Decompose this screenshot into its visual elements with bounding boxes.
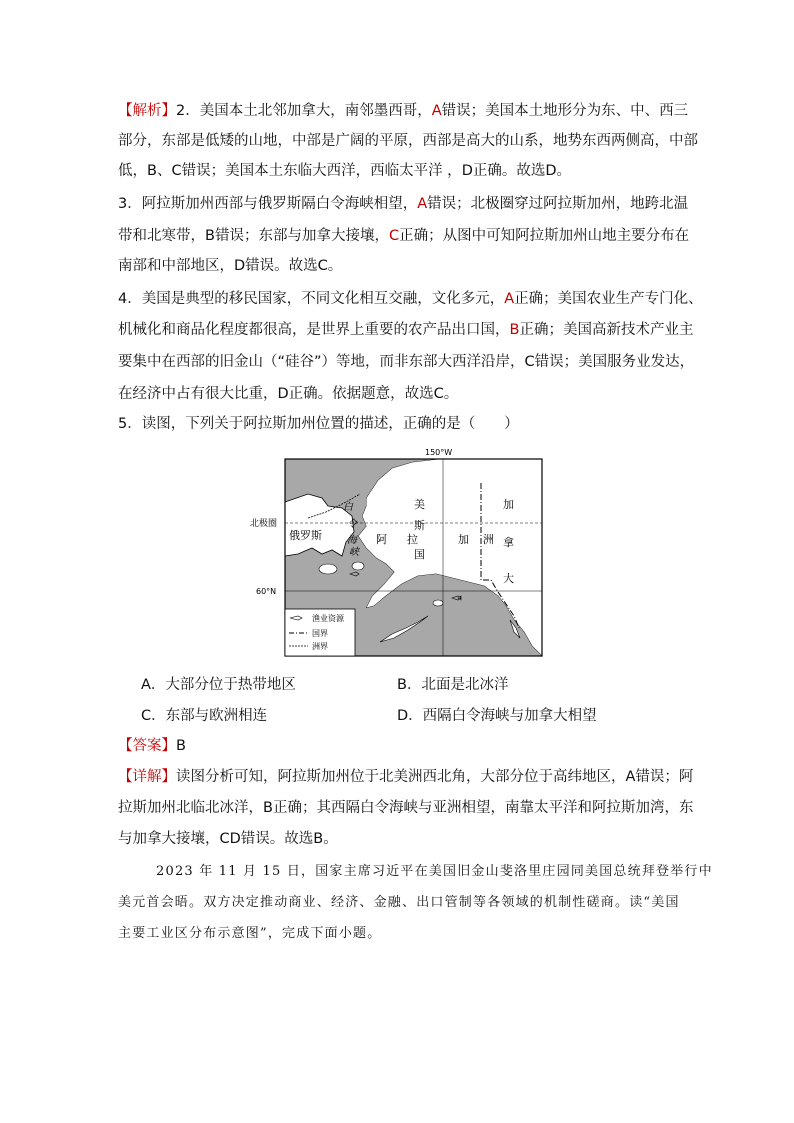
text-seg: 错误。故选B。: [240, 831, 338, 847]
text-seg: 在经济中占有很大比重，: [118, 386, 278, 402]
russia-label: 俄罗斯: [289, 529, 322, 542]
text-seg: 正确。依据题意，故选C。: [288, 386, 459, 402]
answer-line: [118, 736, 186, 756]
option-ref: A: [431, 103, 442, 119]
text-seg: 2．美国本土北邻加拿大，南邻墨西哥，: [176, 103, 432, 119]
text-seg: 与加拿大接壤，: [118, 831, 220, 847]
option-ref: C: [388, 228, 400, 244]
analysis-q4-line1: [118, 289, 703, 309]
passage-line1: 2023 年 11 月 15 日，国家主席习近平在美国旧金山斐洛里庄园同美国总统拜登举行中: [156, 864, 713, 879]
text-seg: 正确；从图中可知阿拉斯加州山地主要分布在: [399, 228, 690, 244]
text-seg: 拉斯加州北临北冰洋，: [118, 800, 263, 816]
detail-tag: 【详解】: [118, 769, 176, 785]
text-seg: 正确；美国高新技术产业主: [519, 322, 694, 338]
canada-label-na: 拿: [503, 536, 514, 549]
text-seg: 错误；阿: [635, 769, 694, 785]
option-ref: B: [205, 228, 215, 244]
canada-label-jia: 加: [503, 498, 514, 511]
option-ref: B: [263, 800, 273, 816]
alaska-location-map: [250, 446, 546, 660]
text-seg: 带和北寒带，: [118, 228, 205, 244]
alaska-label-la: 拉: [407, 533, 418, 546]
detail-line2: [118, 798, 693, 818]
text-seg: 正确；其西隔白令海峡与亚洲相望，南靠太平洋和阿拉斯加湾，东: [272, 800, 694, 816]
analysis-q4-line2: [118, 320, 693, 340]
option-b: B．北面是北冰洋: [397, 677, 509, 693]
option-c: C．东部与欧洲相连: [141, 708, 268, 724]
analysis-q2-line1: [118, 101, 688, 121]
option-a: A．大部分位于热带地区: [141, 677, 296, 693]
option-ref: A: [625, 769, 636, 785]
option-ref: D: [277, 386, 289, 402]
text-seg: 4．美国是典型的移民国家，不同文化相互交融，文化多元，: [118, 291, 505, 307]
bering-label-4: 峡: [349, 547, 359, 558]
legend-continent-border-label: 洲界: [312, 642, 328, 651]
text-seg: 错误。故选C。: [245, 258, 343, 274]
analysis-q3-line3: [118, 256, 342, 276]
text-seg: 低，: [118, 163, 147, 179]
answer-tag: 【答案】: [118, 738, 176, 754]
usa-label-mei: 美: [414, 498, 425, 511]
passage-line3: 主要工业区分布示意图”，完成下面小题。: [118, 926, 382, 941]
option-ref: D: [461, 163, 473, 179]
alaska-label-a: 阿: [376, 533, 387, 546]
kodiak-island: [433, 600, 443, 606]
text-seg: 机械化和商品化程度都很高，是世界上重要的农产品出口国，: [118, 322, 510, 338]
option-ref: B: [509, 322, 520, 338]
text-seg: 错误；美国服务业发达，: [534, 354, 695, 370]
analysis-q4-line3: [118, 352, 694, 372]
text-seg: 错误；美国本土地形分为东、中、西三: [441, 103, 689, 119]
analysis-q3-line2: [118, 226, 689, 246]
island: [352, 562, 364, 570]
usa-label-guo: 国: [414, 548, 425, 561]
option-ref: C: [524, 354, 535, 370]
text-seg: 错误；北极圈穿过阿拉斯加州，地跨北温: [427, 196, 689, 212]
option-d: D．西隔白令海峡与加拿大相望: [397, 708, 597, 724]
legend-national-border-label: 国界: [312, 629, 328, 638]
lat-60-label: 60°N: [256, 587, 277, 596]
st-lawrence-island: [319, 564, 337, 574]
analysis-tag: 【解析】: [118, 103, 176, 119]
analysis-q4-line4: [118, 384, 458, 404]
option-ref: CD: [219, 831, 241, 847]
detail-line1: [118, 767, 693, 787]
option-ref: D: [234, 258, 246, 274]
option-ref: A: [504, 291, 515, 307]
text-seg: 南部和中部地区，: [118, 258, 234, 274]
text-seg: 读图分析可知，阿拉斯加州位于北美洲西北角，大部分位于高纬地区，: [176, 769, 626, 785]
text-seg: 3．阿拉斯加州西部与俄罗斯隔白令海峡相望，: [118, 196, 418, 212]
alaska-label-zhou: 洲: [483, 533, 494, 546]
option-ref: B、C: [147, 163, 182, 179]
analysis-q3-line1: [118, 194, 688, 214]
bering-label-2: 令: [347, 519, 357, 530]
alaska-label-si: 斯: [414, 519, 425, 532]
text-seg: 错误；东部与加拿大接壤，: [214, 228, 389, 244]
option-ref: A: [417, 196, 428, 212]
passage-line2: 美元首会晤。双方决定推动商业、经济、金融、出口管制等各领域的机制性磋商。读“美国: [118, 895, 680, 910]
bering-label-1: 白: [343, 502, 353, 513]
lon-label: 150°W: [425, 448, 453, 457]
text-seg: 要集中在西部的旧金山（“硅谷”）等地，而非东部大西洋沿岸，: [118, 354, 525, 370]
text-seg: 部分，东部是低矮的山地，中部是广阔的平原，西部是高大的山系，地势东西两侧高，中部: [118, 133, 698, 149]
text-seg: 正确；美国农业生产专门化、: [514, 291, 703, 307]
text-seg: 正确。故选D。: [472, 163, 572, 179]
canada-label-da: 大: [503, 572, 514, 585]
analysis-q2-line3: [118, 161, 571, 181]
legend-fishery-label: 渔业资源: [312, 614, 344, 623]
analysis-q2-line2: [118, 131, 698, 151]
text-seg: 错误；美国本土东临大西洋，西临太平洋 ，: [181, 163, 462, 179]
detail-line3: [118, 829, 338, 849]
bering-label-3: 海: [347, 535, 357, 546]
alaska-label-jia: 加: [458, 533, 469, 546]
answer-value: B: [176, 738, 186, 754]
arctic-circle-label: 北极圈: [250, 519, 278, 529]
question5-stem: 5．读图，下列关于阿拉斯加州位置的描述，正确的是（ ）: [118, 416, 519, 432]
